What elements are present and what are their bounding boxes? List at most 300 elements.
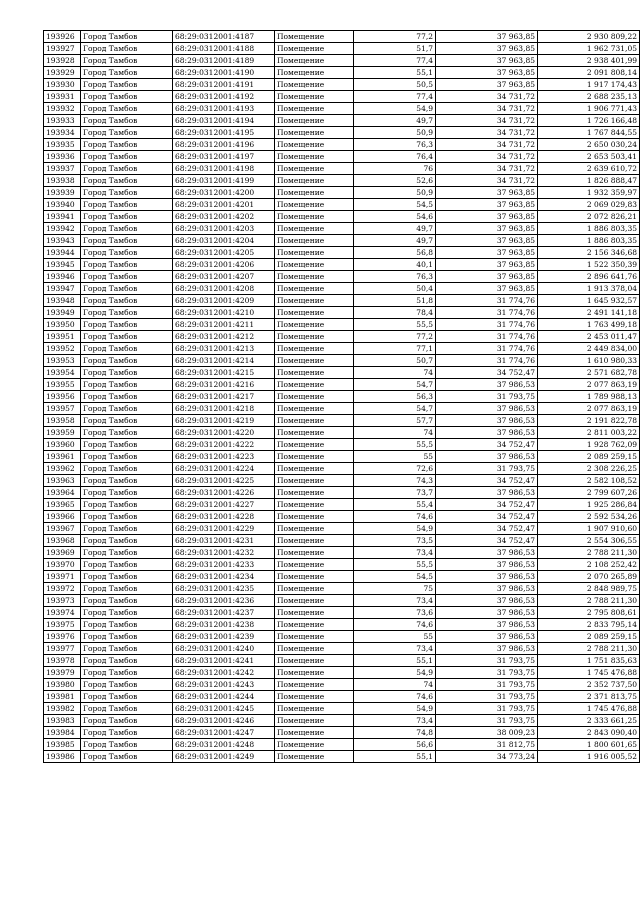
- area-cell: 76,3: [354, 271, 436, 283]
- table-row: [44, 367, 640, 379]
- cadastral-value-cell: 1 906 771,43: [538, 103, 640, 115]
- unit-value-cell: 37 986,53: [436, 487, 538, 499]
- cadastral-number-cell: 68:29:0312001:4212: [173, 331, 275, 343]
- object-type-cell: Помещение: [275, 667, 354, 679]
- row-id-cell: 193972: [44, 583, 81, 595]
- city-cell: Город Тамбов: [81, 127, 173, 139]
- cadastral-value-cell: 2 571 682,78: [538, 367, 640, 379]
- cadastral-number-cell: 68:29:0312001:4222: [173, 439, 275, 451]
- table-row: [44, 487, 640, 499]
- table-row: [44, 103, 640, 115]
- object-type-cell: Помещение: [275, 571, 354, 583]
- area-cell: 55,5: [354, 319, 436, 331]
- cadastral-value-cell: 2 582 108,52: [538, 475, 640, 487]
- area-cell: 75: [354, 583, 436, 595]
- table-row: [44, 715, 640, 727]
- cadastral-number-cell: 68:29:0312001:4231: [173, 535, 275, 547]
- area-cell: 55: [354, 631, 436, 643]
- object-type-cell: Помещение: [275, 67, 354, 79]
- row-id-cell: 193946: [44, 271, 81, 283]
- cadastral-number-cell: 68:29:0312001:4215: [173, 367, 275, 379]
- city-cell: Город Тамбов: [81, 379, 173, 391]
- table-row: [44, 643, 640, 655]
- area-cell: 77,2: [354, 331, 436, 343]
- city-cell: Город Тамбов: [81, 631, 173, 643]
- cadastral-number-cell: 68:29:0312001:4249: [173, 751, 275, 763]
- cadastral-number-cell: 68:29:0312001:4211: [173, 319, 275, 331]
- cadastral-number-cell: 68:29:0312001:4237: [173, 607, 275, 619]
- area-cell: 49,7: [354, 223, 436, 235]
- unit-value-cell: 37 986,53: [436, 379, 538, 391]
- city-cell: Город Тамбов: [81, 115, 173, 127]
- object-type-cell: Помещение: [275, 355, 354, 367]
- object-type-cell: Помещение: [275, 403, 354, 415]
- unit-value-cell: 34 731,72: [436, 115, 538, 127]
- row-id-cell: 193976: [44, 631, 81, 643]
- object-type-cell: Помещение: [275, 331, 354, 343]
- cadastral-number-cell: 68:29:0312001:4220: [173, 427, 275, 439]
- area-cell: 55,5: [354, 559, 436, 571]
- area-cell: 56,6: [354, 739, 436, 751]
- cadastral-value-cell: 2 554 306,55: [538, 535, 640, 547]
- city-cell: Город Тамбов: [81, 319, 173, 331]
- cadastral-number-cell: 68:29:0312001:4224: [173, 463, 275, 475]
- cadastral-value-cell: 2 650 030,24: [538, 139, 640, 151]
- table-row: [44, 511, 640, 523]
- city-cell: Город Тамбов: [81, 487, 173, 499]
- table-row: [44, 211, 640, 223]
- row-id-cell: 193934: [44, 127, 81, 139]
- object-type-cell: Помещение: [275, 187, 354, 199]
- unit-value-cell: 37 963,85: [436, 187, 538, 199]
- row-id-cell: 193982: [44, 703, 81, 715]
- cadastral-value-cell: 1 917 174,43: [538, 79, 640, 91]
- object-type-cell: Помещение: [275, 247, 354, 259]
- document-page: [43, 30, 640, 763]
- cadastral-number-cell: 68:29:0312001:4233: [173, 559, 275, 571]
- city-cell: Город Тамбов: [81, 583, 173, 595]
- object-type-cell: Помещение: [275, 463, 354, 475]
- city-cell: Город Тамбов: [81, 295, 173, 307]
- unit-value-cell: 37 986,53: [436, 451, 538, 463]
- city-cell: Город Тамбов: [81, 79, 173, 91]
- row-id-cell: 193959: [44, 427, 81, 439]
- row-id-cell: 193941: [44, 211, 81, 223]
- object-type-cell: Помещение: [275, 427, 354, 439]
- unit-value-cell: 37 986,53: [436, 583, 538, 595]
- area-cell: 76,4: [354, 151, 436, 163]
- unit-value-cell: 37 986,53: [436, 631, 538, 643]
- city-cell: Город Тамбов: [81, 679, 173, 691]
- city-cell: Город Тамбов: [81, 31, 173, 43]
- city-cell: Город Тамбов: [81, 475, 173, 487]
- table-row: [44, 307, 640, 319]
- cadastral-value-cell: 2 833 795,14: [538, 619, 640, 631]
- object-type-cell: Помещение: [275, 631, 354, 643]
- row-id-cell: 193984: [44, 727, 81, 739]
- cadastral-number-cell: 68:29:0312001:4189: [173, 55, 275, 67]
- table-row: [44, 259, 640, 271]
- table-row: [44, 355, 640, 367]
- row-id-cell: 193939: [44, 187, 81, 199]
- area-cell: 54,7: [354, 379, 436, 391]
- area-cell: 73,5: [354, 535, 436, 547]
- object-type-cell: Помещение: [275, 487, 354, 499]
- row-id-cell: 193964: [44, 487, 81, 499]
- area-cell: 50,4: [354, 283, 436, 295]
- table-row: [44, 703, 640, 715]
- city-cell: Город Тамбов: [81, 451, 173, 463]
- object-type-cell: Помещение: [275, 103, 354, 115]
- area-cell: 74,6: [354, 511, 436, 523]
- unit-value-cell: 31 774,76: [436, 319, 538, 331]
- table-row: [44, 235, 640, 247]
- row-id-cell: 193956: [44, 391, 81, 403]
- cadastral-number-cell: 68:29:0312001:4201: [173, 199, 275, 211]
- area-cell: 54,9: [354, 667, 436, 679]
- cadastral-number-cell: 68:29:0312001:4219: [173, 415, 275, 427]
- object-type-cell: Помещение: [275, 175, 354, 187]
- object-type-cell: Помещение: [275, 163, 354, 175]
- city-cell: Город Тамбов: [81, 187, 173, 199]
- cadastral-value-cell: 2 077 863,19: [538, 379, 640, 391]
- cadastral-value-cell: 1 767 844,55: [538, 127, 640, 139]
- cadastral-number-cell: 68:29:0312001:4202: [173, 211, 275, 223]
- object-type-cell: Помещение: [275, 727, 354, 739]
- table-row: [44, 139, 640, 151]
- cadastral-value-cell: 2 592 534,26: [538, 511, 640, 523]
- table-row: [44, 403, 640, 415]
- row-id-cell: 193953: [44, 355, 81, 367]
- table-row: [44, 607, 640, 619]
- row-id-cell: 193947: [44, 283, 81, 295]
- cadastral-number-cell: 68:29:0312001:4204: [173, 235, 275, 247]
- cadastral-number-cell: 68:29:0312001:4235: [173, 583, 275, 595]
- cadastral-value-cell: 1 916 005,52: [538, 751, 640, 763]
- row-id-cell: 193963: [44, 475, 81, 487]
- area-cell: 73,4: [354, 643, 436, 655]
- area-cell: 76,3: [354, 139, 436, 151]
- row-id-cell: 193981: [44, 691, 81, 703]
- cadastral-value-cell: 2 688 235,13: [538, 91, 640, 103]
- cadastral-value-cell: 2 449 834,00: [538, 343, 640, 355]
- city-cell: Город Тамбов: [81, 427, 173, 439]
- table-row: [44, 247, 640, 259]
- city-cell: Город Тамбов: [81, 415, 173, 427]
- unit-value-cell: 37 963,85: [436, 67, 538, 79]
- area-cell: 74,8: [354, 727, 436, 739]
- row-id-cell: 193951: [44, 331, 81, 343]
- table-row: [44, 475, 640, 487]
- cadastral-value-cell: 1 763 499,18: [538, 319, 640, 331]
- object-type-cell: Помещение: [275, 679, 354, 691]
- cadastral-number-cell: 68:29:0312001:4193: [173, 103, 275, 115]
- unit-value-cell: 37 963,85: [436, 283, 538, 295]
- table-row: [44, 751, 640, 763]
- cadastral-value-cell: 1 907 910,60: [538, 523, 640, 535]
- row-id-cell: 193932: [44, 103, 81, 115]
- cadastral-value-cell: 2 788 211,30: [538, 595, 640, 607]
- table-row: [44, 595, 640, 607]
- table-row: [44, 463, 640, 475]
- cadastral-value-cell: 2 156 346,68: [538, 247, 640, 259]
- object-type-cell: Помещение: [275, 439, 354, 451]
- cadastral-value-cell: 1 932 359,97: [538, 187, 640, 199]
- table-row: [44, 295, 640, 307]
- cadastral-number-cell: 68:29:0312001:4223: [173, 451, 275, 463]
- city-cell: Город Тамбов: [81, 667, 173, 679]
- object-type-cell: Помещение: [275, 115, 354, 127]
- city-cell: Город Тамбов: [81, 283, 173, 295]
- area-cell: 74,6: [354, 691, 436, 703]
- unit-value-cell: 31 812,75: [436, 739, 538, 751]
- cadastral-value-cell: 1 726 166,48: [538, 115, 640, 127]
- unit-value-cell: 34 731,72: [436, 151, 538, 163]
- area-cell: 50,5: [354, 79, 436, 91]
- area-cell: 77,2: [354, 31, 436, 43]
- unit-value-cell: 31 793,75: [436, 679, 538, 691]
- cadastral-value-cell: 1 522 350,39: [538, 259, 640, 271]
- table-row: [44, 187, 640, 199]
- object-type-cell: Помещение: [275, 319, 354, 331]
- object-type-cell: Помещение: [275, 367, 354, 379]
- row-id-cell: 193944: [44, 247, 81, 259]
- table-row: [44, 691, 640, 703]
- object-type-cell: Помещение: [275, 31, 354, 43]
- cadastral-number-cell: 68:29:0312001:4200: [173, 187, 275, 199]
- object-type-cell: Помещение: [275, 79, 354, 91]
- cadastral-number-cell: 68:29:0312001:4187: [173, 31, 275, 43]
- unit-value-cell: 37 963,85: [436, 271, 538, 283]
- unit-value-cell: 37 963,85: [436, 235, 538, 247]
- cadastral-value-cell: 1 645 932,57: [538, 295, 640, 307]
- cadastral-number-cell: 68:29:0312001:4198: [173, 163, 275, 175]
- table-row: [44, 79, 640, 91]
- cadastral-number-cell: 68:29:0312001:4207: [173, 271, 275, 283]
- area-cell: 73,6: [354, 607, 436, 619]
- unit-value-cell: 31 774,76: [436, 343, 538, 355]
- object-type-cell: Помещение: [275, 655, 354, 667]
- city-cell: Город Тамбов: [81, 103, 173, 115]
- cadastral-value-cell: 1 610 980,33: [538, 355, 640, 367]
- row-id-cell: 193940: [44, 199, 81, 211]
- area-cell: 54,7: [354, 403, 436, 415]
- area-cell: 49,7: [354, 235, 436, 247]
- object-type-cell: Помещение: [275, 211, 354, 223]
- object-type-cell: Помещение: [275, 751, 354, 763]
- city-cell: Город Тамбов: [81, 151, 173, 163]
- cadastral-value-cell: 2 069 029,83: [538, 199, 640, 211]
- row-id-cell: 193926: [44, 31, 81, 43]
- cadastral-number-cell: 68:29:0312001:4234: [173, 571, 275, 583]
- area-cell: 72,6: [354, 463, 436, 475]
- object-type-cell: Помещение: [275, 643, 354, 655]
- unit-value-cell: 34 731,72: [436, 103, 538, 115]
- area-cell: 40,1: [354, 259, 436, 271]
- row-id-cell: 193966: [44, 511, 81, 523]
- table-row: [44, 559, 640, 571]
- object-type-cell: Помещение: [275, 535, 354, 547]
- object-type-cell: Помещение: [275, 283, 354, 295]
- cadastral-number-cell: 68:29:0312001:4213: [173, 343, 275, 355]
- cadastral-number-cell: 68:29:0312001:4232: [173, 547, 275, 559]
- unit-value-cell: 31 793,75: [436, 667, 538, 679]
- unit-value-cell: 31 774,76: [436, 355, 538, 367]
- table-row: [44, 523, 640, 535]
- cadastral-number-cell: 68:29:0312001:4214: [173, 355, 275, 367]
- table-row: [44, 67, 640, 79]
- row-id-cell: 193979: [44, 667, 81, 679]
- cadastral-number-cell: 68:29:0312001:4236: [173, 595, 275, 607]
- city-cell: Город Тамбов: [81, 43, 173, 55]
- cadastral-number-cell: 68:29:0312001:4210: [173, 307, 275, 319]
- object-type-cell: Помещение: [275, 127, 354, 139]
- unit-value-cell: 37 986,53: [436, 595, 538, 607]
- cadastral-number-cell: 68:29:0312001:4194: [173, 115, 275, 127]
- object-type-cell: Помещение: [275, 499, 354, 511]
- unit-value-cell: 31 793,75: [436, 463, 538, 475]
- object-type-cell: Помещение: [275, 523, 354, 535]
- cadastral-number-cell: 68:29:0312001:4199: [173, 175, 275, 187]
- area-cell: 49,7: [354, 115, 436, 127]
- table-row: [44, 547, 640, 559]
- city-cell: Город Тамбов: [81, 727, 173, 739]
- city-cell: Город Тамбов: [81, 523, 173, 535]
- unit-value-cell: 38 009,23: [436, 727, 538, 739]
- property-table: [43, 30, 640, 763]
- area-cell: 54,5: [354, 571, 436, 583]
- table-body: [44, 31, 640, 763]
- table-row: [44, 91, 640, 103]
- cadastral-number-cell: 68:29:0312001:4206: [173, 259, 275, 271]
- object-type-cell: Помещение: [275, 703, 354, 715]
- table-row: [44, 175, 640, 187]
- row-id-cell: 193937: [44, 163, 81, 175]
- cadastral-value-cell: 2 091 808,14: [538, 67, 640, 79]
- city-cell: Город Тамбов: [81, 595, 173, 607]
- cadastral-value-cell: 2 308 226,25: [538, 463, 640, 475]
- row-id-cell: 193969: [44, 547, 81, 559]
- area-cell: 56,8: [354, 247, 436, 259]
- unit-value-cell: 37 963,85: [436, 55, 538, 67]
- area-cell: 52,6: [354, 175, 436, 187]
- unit-value-cell: 37 986,53: [436, 643, 538, 655]
- unit-value-cell: 34 731,72: [436, 91, 538, 103]
- cadastral-value-cell: 2 795 808,61: [538, 607, 640, 619]
- cadastral-number-cell: 68:29:0312001:4190: [173, 67, 275, 79]
- cadastral-number-cell: 68:29:0312001:4218: [173, 403, 275, 415]
- table-row: [44, 439, 640, 451]
- area-cell: 55,4: [354, 499, 436, 511]
- unit-value-cell: 37 963,85: [436, 43, 538, 55]
- object-type-cell: Помещение: [275, 151, 354, 163]
- cadastral-number-cell: 68:29:0312001:4208: [173, 283, 275, 295]
- cadastral-number-cell: 68:29:0312001:4188: [173, 43, 275, 55]
- object-type-cell: Помещение: [275, 475, 354, 487]
- area-cell: 55,1: [354, 751, 436, 763]
- unit-value-cell: 31 793,75: [436, 703, 538, 715]
- cadastral-number-cell: 68:29:0312001:4192: [173, 91, 275, 103]
- unit-value-cell: 37 963,85: [436, 211, 538, 223]
- area-cell: 54,6: [354, 211, 436, 223]
- city-cell: Город Тамбов: [81, 391, 173, 403]
- row-id-cell: 193965: [44, 499, 81, 511]
- cadastral-number-cell: 68:29:0312001:4247: [173, 727, 275, 739]
- object-type-cell: Помещение: [275, 91, 354, 103]
- area-cell: 76: [354, 163, 436, 175]
- city-cell: Город Тамбов: [81, 703, 173, 715]
- object-type-cell: Помещение: [275, 43, 354, 55]
- unit-value-cell: 34 731,72: [436, 175, 538, 187]
- area-cell: 55,1: [354, 67, 436, 79]
- cadastral-number-cell: 68:29:0312001:4243: [173, 679, 275, 691]
- object-type-cell: Помещение: [275, 739, 354, 751]
- row-id-cell: 193927: [44, 43, 81, 55]
- row-id-cell: 193967: [44, 523, 81, 535]
- unit-value-cell: 37 963,85: [436, 259, 538, 271]
- cadastral-value-cell: 1 751 835,63: [538, 655, 640, 667]
- area-cell: 77,1: [354, 343, 436, 355]
- area-cell: 50,9: [354, 127, 436, 139]
- table-row: [44, 163, 640, 175]
- area-cell: 55: [354, 451, 436, 463]
- unit-value-cell: 37 986,53: [436, 415, 538, 427]
- object-type-cell: Помещение: [275, 547, 354, 559]
- unit-value-cell: 31 793,75: [436, 655, 538, 667]
- cadastral-value-cell: 1 925 286,84: [538, 499, 640, 511]
- cadastral-number-cell: 68:29:0312001:4203: [173, 223, 275, 235]
- area-cell: 54,9: [354, 703, 436, 715]
- cadastral-value-cell: 1 962 731,05: [538, 43, 640, 55]
- city-cell: Город Тамбов: [81, 715, 173, 727]
- row-id-cell: 193931: [44, 91, 81, 103]
- table-row: [44, 415, 640, 427]
- city-cell: Город Тамбов: [81, 247, 173, 259]
- cadastral-value-cell: 2 896 641,76: [538, 271, 640, 283]
- cadastral-value-cell: 1 800 601,65: [538, 739, 640, 751]
- city-cell: Город Тамбов: [81, 571, 173, 583]
- table-row: [44, 115, 640, 127]
- cadastral-number-cell: 68:29:0312001:4195: [173, 127, 275, 139]
- cadastral-value-cell: 1 826 888,47: [538, 175, 640, 187]
- unit-value-cell: 31 793,75: [436, 391, 538, 403]
- city-cell: Город Тамбов: [81, 67, 173, 79]
- area-cell: 73,4: [354, 715, 436, 727]
- cadastral-value-cell: 2 191 822,78: [538, 415, 640, 427]
- object-type-cell: Помещение: [275, 691, 354, 703]
- unit-value-cell: 31 774,76: [436, 331, 538, 343]
- cadastral-number-cell: 68:29:0312001:4245: [173, 703, 275, 715]
- row-id-cell: 193936: [44, 151, 81, 163]
- cadastral-value-cell: 2 453 011,47: [538, 331, 640, 343]
- area-cell: 51,8: [354, 295, 436, 307]
- city-cell: Город Тамбов: [81, 535, 173, 547]
- cadastral-value-cell: 1 928 762,09: [538, 439, 640, 451]
- row-id-cell: 193948: [44, 295, 81, 307]
- cadastral-number-cell: 68:29:0312001:4191: [173, 79, 275, 91]
- cadastral-value-cell: 1 886 803,35: [538, 223, 640, 235]
- cadastral-value-cell: 2 333 661,25: [538, 715, 640, 727]
- area-cell: 54,5: [354, 199, 436, 211]
- city-cell: Город Тамбов: [81, 139, 173, 151]
- cadastral-number-cell: 68:29:0312001:4228: [173, 511, 275, 523]
- area-cell: 50,7: [354, 355, 436, 367]
- unit-value-cell: 34 752,47: [436, 367, 538, 379]
- row-id-cell: 193986: [44, 751, 81, 763]
- table-row: [44, 427, 640, 439]
- cadastral-number-cell: 68:29:0312001:4209: [173, 295, 275, 307]
- unit-value-cell: 37 963,85: [436, 247, 538, 259]
